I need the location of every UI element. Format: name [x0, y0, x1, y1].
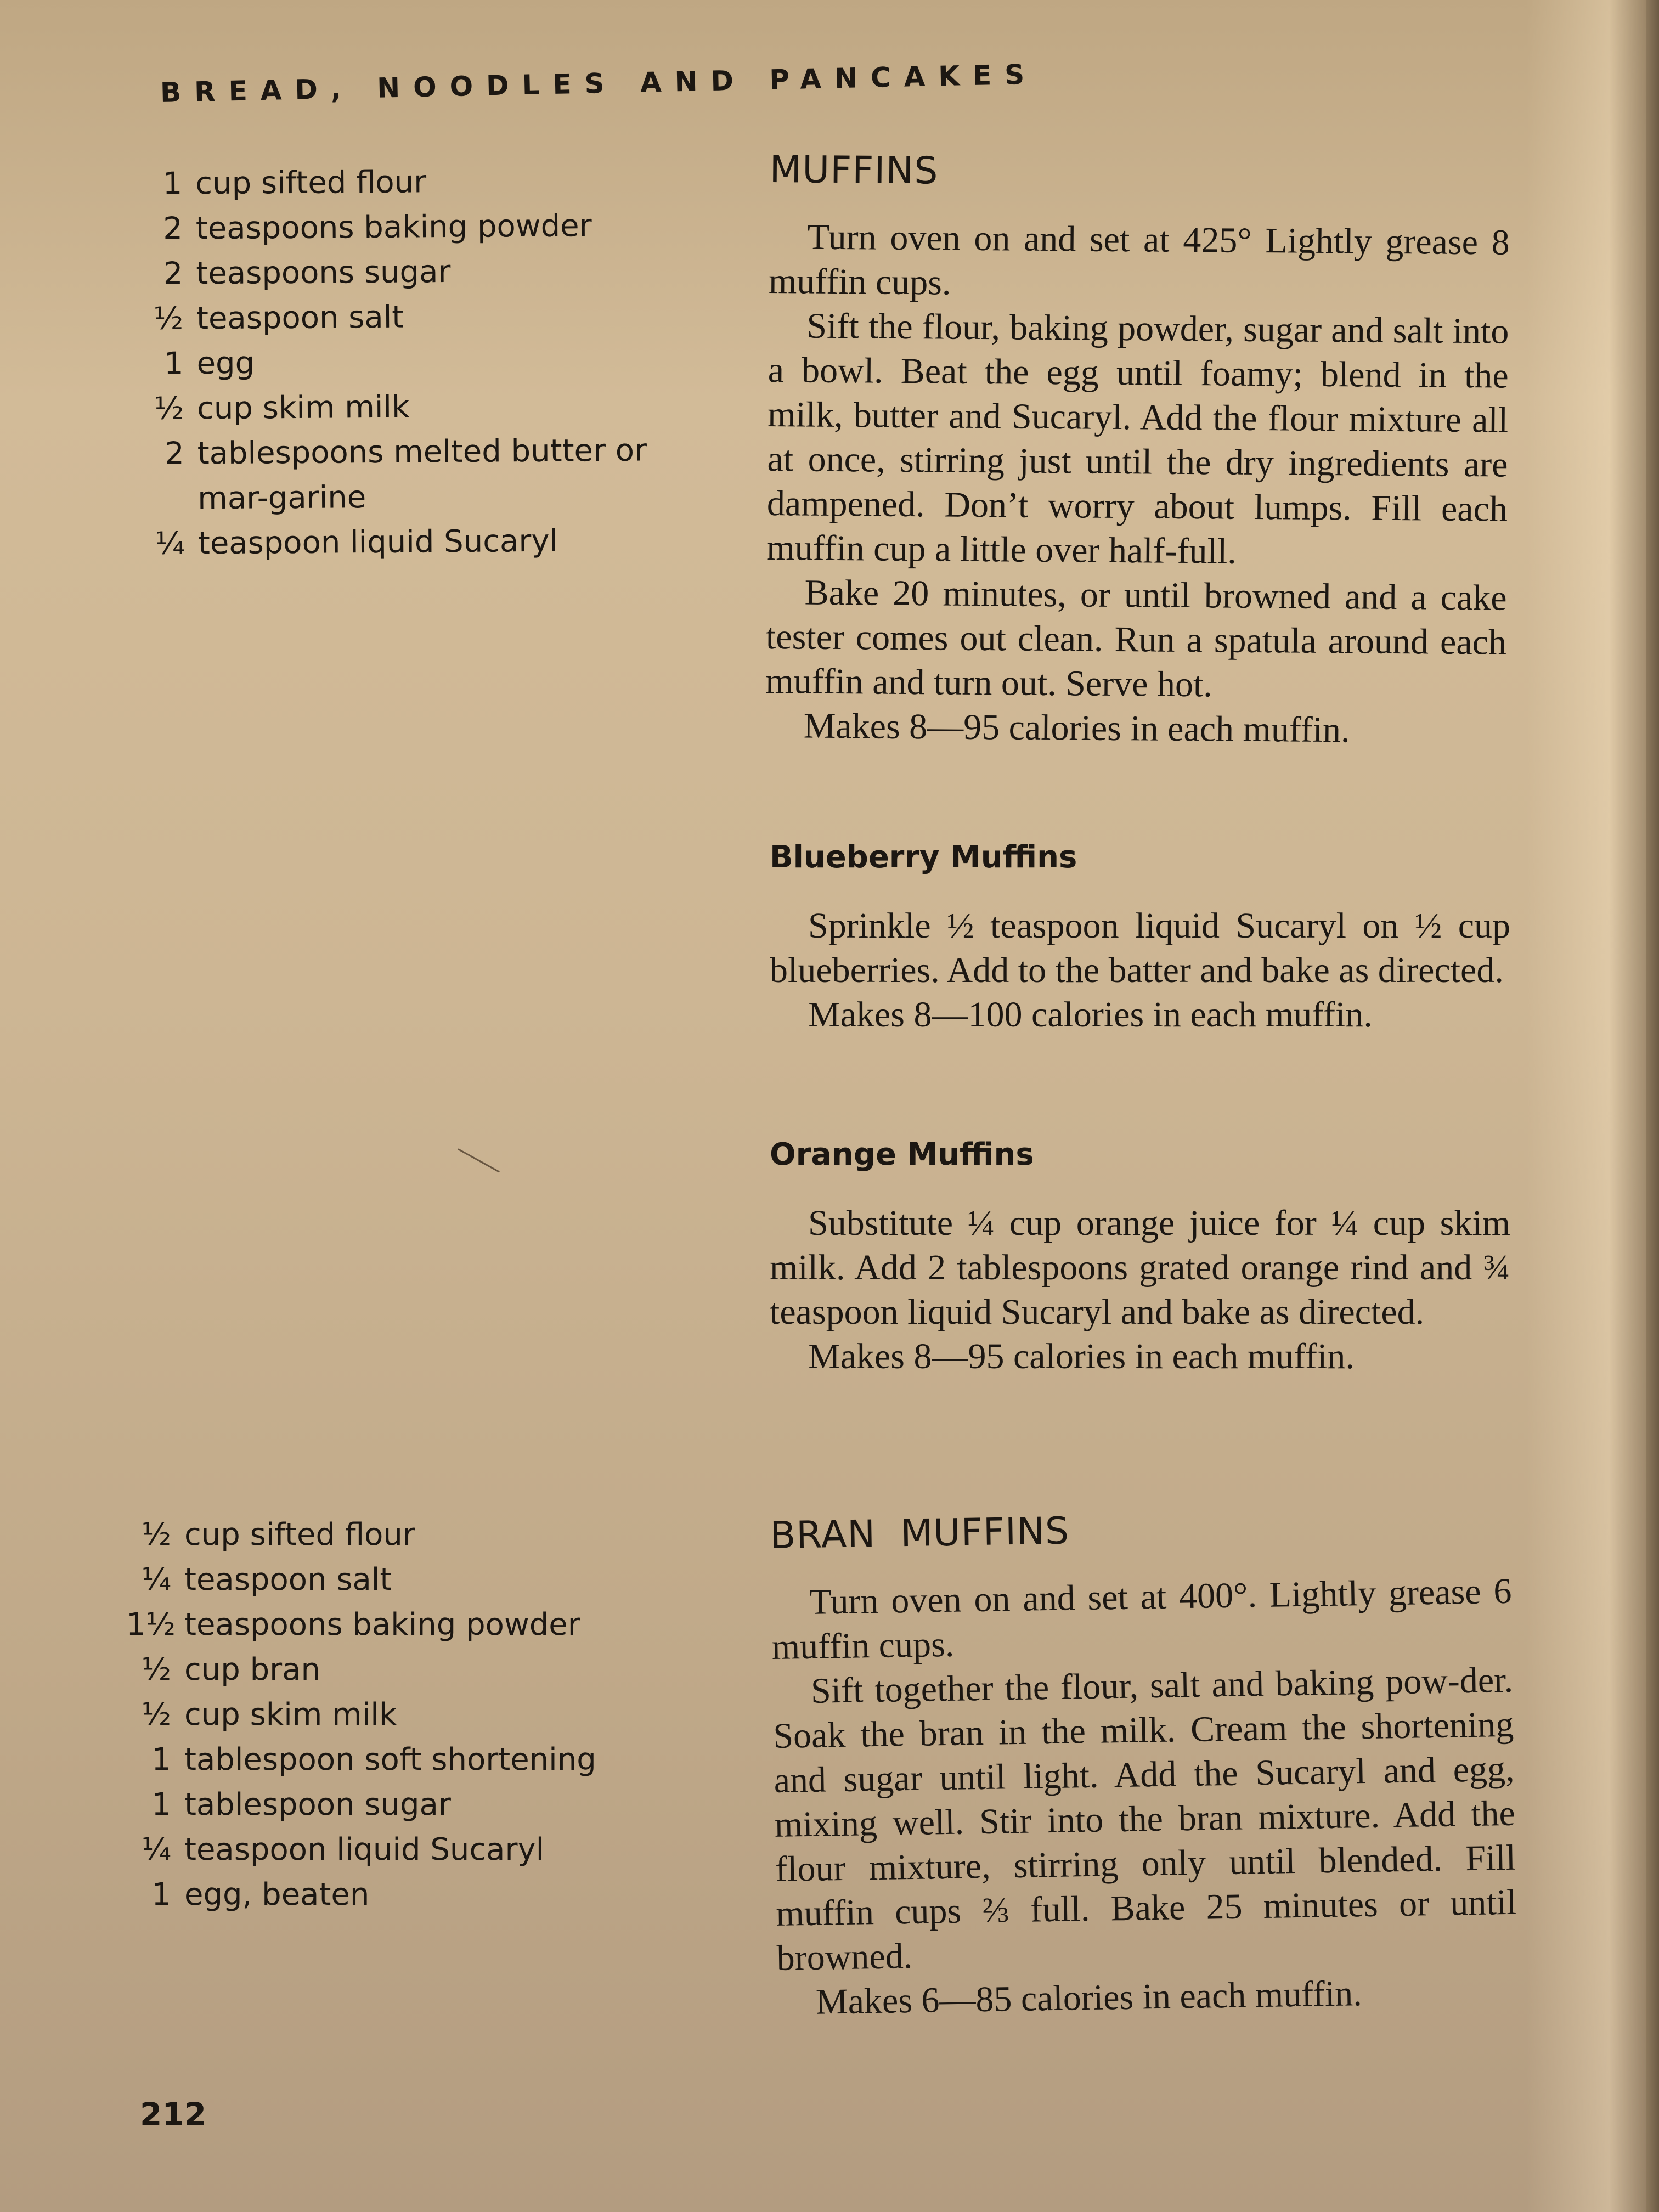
paper-scratch-mark — [458, 1148, 500, 1172]
ingredient-name: cup skim milk — [184, 1697, 397, 1733]
ingredient-name: tablespoon sugar — [184, 1787, 451, 1822]
ingredient-name: teaspoon salt — [184, 1562, 392, 1598]
ingredient-quantity: 1 — [162, 166, 183, 202]
ingredient-row — [126, 1602, 730, 1647]
ingredient-quantity: 1 — [163, 346, 184, 382]
recipe-yield: Makes 8—95 calories in each muffin. — [803, 706, 1350, 751]
ingredient-row — [138, 292, 742, 342]
muffins-recipe — [765, 148, 1510, 754]
ingredient-name: cup skim milk — [196, 389, 410, 427]
page-number: 212 — [140, 2096, 207, 2133]
recipe-yield: Makes 6—85 calories in each muffin. — [815, 1973, 1363, 2022]
ingredient-quantity: ½ — [153, 301, 184, 337]
ingredient-name: cup bran — [184, 1652, 321, 1688]
recipe-paragraph: Turn oven on and set at 400°. Lightly grease 6 muffin cups. — [771, 1571, 1512, 1667]
ingredient-name: egg, beaten — [184, 1877, 370, 1912]
ingredient-quantity: ½ — [141, 1652, 171, 1688]
ingredient-quantity: 2 — [163, 256, 183, 292]
recipe-yield: Makes 8—95 calories in each muffin. — [808, 1336, 1355, 1376]
ingredient-quantity: ¼ — [155, 526, 185, 562]
recipe-paragraph: Sift together the flour, salt and baking pow-der. Soak the bran in the milk. Cream the shortening and sugar until light. Add the Sucaryl and egg, mixing well. Stir into the bran mixture. Add the flour mixture, stirring only until blended. Fill muffin cups ⅔ full. Bake 25 minutes or until browned. — [772, 1660, 1517, 1978]
ingredient-row — [139, 427, 743, 522]
ingredient-quantity: ½ — [141, 1697, 171, 1733]
ingredient-quantity: 1½ — [126, 1607, 176, 1643]
ingredient-row — [126, 1827, 730, 1872]
ingredient-quantity: ¼ — [141, 1832, 171, 1867]
orange-variation — [770, 1137, 1510, 1379]
recipe-paragraph: Bake 20 minutes, or until browned and a cake tester comes out clean. Run a spatula around each muffin and turn out. Serve hot. — [765, 572, 1507, 705]
ingredient-name: teaspoon liquid Sucaryl — [184, 1832, 545, 1867]
ingredient-row — [137, 157, 741, 207]
ingredient-name: tablespoons melted butter or mar-garine — [197, 432, 647, 517]
ingredient-name: egg — [196, 345, 255, 382]
ingredient-quantity: 1 — [151, 1742, 171, 1778]
ingredient-row — [126, 1558, 730, 1602]
ingredient-quantity: 1 — [151, 1877, 171, 1912]
ingredient-name: teaspoons sugar — [196, 254, 451, 292]
ingredient-quantity: 1 — [151, 1787, 171, 1822]
ingredient-name: teaspoons baking powder — [184, 1607, 580, 1643]
ingredient-row — [138, 337, 742, 387]
ingredient-row — [126, 1872, 730, 1917]
ingredient-row — [126, 1692, 730, 1737]
ingredient-quantity: 2 — [162, 211, 183, 247]
ingredient-quantity: ½ — [154, 391, 184, 427]
recipe-yield: Makes 8—100 calories in each muffin. — [808, 995, 1373, 1035]
recipe-title: BRAN MUFFINS — [770, 1509, 1070, 1558]
running-head: BREAD, NOODLES AND PANCAKES — [160, 58, 1038, 109]
variation-title: Orange Muffins — [770, 1137, 1034, 1172]
ingredient-name: teaspoons baking powder — [195, 208, 592, 247]
muffins-ingredient-list — [137, 157, 743, 567]
ingredient-row — [126, 1647, 730, 1692]
recipe-paragraph: Sprinkle ½ teaspoon liquid Sucaryl on ½ cup blueberries. Add to the batter and bake as directed. — [770, 906, 1510, 990]
ingredient-name: teaspoon liquid Sucaryl — [198, 523, 558, 562]
ingredient-row — [126, 1513, 730, 1558]
ingredient-name: tablespoon soft shortening — [184, 1742, 596, 1778]
ingredient-quantity: 2 — [164, 436, 184, 472]
ingredient-row — [126, 1737, 730, 1782]
recipe-title: MUFFINS — [769, 148, 939, 193]
bran-ingredient-list — [126, 1513, 730, 1917]
ingredient-name: cup sifted flour — [195, 164, 427, 202]
blueberry-variation — [770, 839, 1510, 1037]
ingredient-row — [139, 382, 743, 432]
page-edge — [1646, 0, 1659, 2212]
ingredient-quantity: ¼ — [141, 1562, 171, 1598]
ingredient-row — [126, 1782, 730, 1827]
recipe-paragraph: Sift the flour, baking powder, sugar and salt into a bowl. Beat the egg until foamy; blend in the milk, butter and Sucaryl. Add the flour mixture all at once, stirring just until the dry ingredients are dampened. Don’t worry about lumps. Fill each muffin cup a little over half-full. — [766, 306, 1509, 572]
ingredient-name: teaspoon salt — [196, 299, 404, 337]
ingredient-quantity: ½ — [141, 1517, 171, 1553]
bran-muffins-recipe — [770, 1503, 1518, 2025]
ingredient-row — [138, 247, 742, 297]
recipe-paragraph: Turn oven on and set at 425° Lightly grease 8 muffin cups. — [768, 217, 1510, 303]
ingredient-name: cup sifted flour — [184, 1517, 415, 1553]
recipe-paragraph: Substitute ¼ cup orange juice for ¼ cup skim milk. Add 2 tablespoons grated orange rind and ¾ teaspoon liquid Sucaryl and bake as directed. — [770, 1203, 1510, 1332]
ingredient-row — [140, 517, 744, 567]
variation-title: Blueberry Muffins — [770, 839, 1077, 875]
ingredient-row — [138, 202, 742, 252]
